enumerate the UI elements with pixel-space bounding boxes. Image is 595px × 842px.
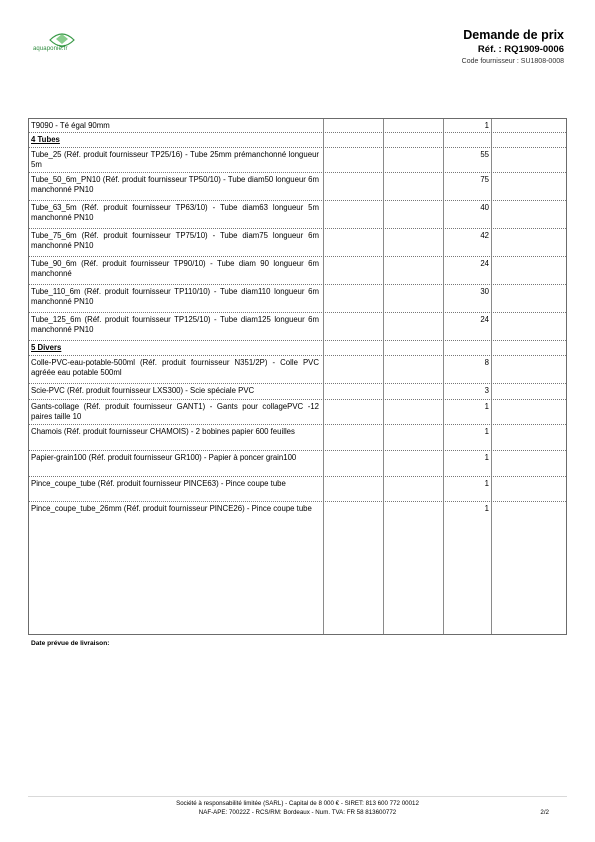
item-description: Colle-PVC-eau-potable-500ml (Réf. produit fournisseur N351/2P) - Colle PVC agréée eau potable 500ml <box>31 358 319 378</box>
item-quantity: 8 <box>484 358 489 367</box>
item-quantity: 1 <box>484 427 489 436</box>
section-label: 5 Divers <box>31 343 62 352</box>
item-quantity: 75 <box>480 175 489 184</box>
item-quantity: 24 <box>480 315 489 324</box>
table-row <box>29 257 566 285</box>
item-description: Pince_coupe_tube_26mm (Réf. produit fournisseur PINCE26) - Pince coupe tube <box>31 504 312 513</box>
table-row <box>29 384 566 400</box>
section-label: 4 Tubes <box>31 135 60 144</box>
table-row <box>29 148 566 173</box>
item-description: Tube_90_6m (Réf. produit fournisseur TP90/10) - Tube diam 90 longueur 6m manchonné <box>31 259 319 279</box>
table-row <box>29 356 566 384</box>
logo-text: aquaponie.fr <box>33 46 68 52</box>
table-row <box>29 119 566 133</box>
item-quantity: 42 <box>480 231 489 240</box>
table-row <box>29 400 566 425</box>
footer-divider <box>28 796 567 797</box>
item-quantity: 24 <box>480 259 489 268</box>
item-quantity: 1 <box>484 479 489 488</box>
item-quantity: 1 <box>484 453 489 462</box>
item-quantity: 3 <box>484 386 489 395</box>
item-quantity: 30 <box>480 287 489 296</box>
document-title: Demande de prix <box>463 28 564 42</box>
table-row <box>29 201 566 229</box>
table-row <box>29 425 566 451</box>
item-description: Tube_50_6m_PN10 (Réf. produit fournisseur TP50/10) - Tube diam50 longueur 6m manchonné PN10 <box>31 175 319 195</box>
section-row <box>29 341 566 356</box>
item-description: Scie-PVC (Réf. produit fournisseur LXS300) - Scie spéciale PVC <box>31 386 255 395</box>
item-quantity: 1 <box>484 121 489 130</box>
table-row <box>29 229 566 257</box>
delivery-date-label: Date prévue de livraison: <box>31 640 110 647</box>
supplier-code: Code fournisseur : SU1808-0008 <box>461 58 564 65</box>
items-table <box>28 118 567 635</box>
item-description: Tube_110_6m (Réf. produit fournisseur TP110/10) - Tube diam110 longueur 6m manchonné PN10 <box>31 287 319 307</box>
item-description: Chamois (Réf. produit fournisseur CHAMOIS) - 2 bobines papier 600 feuilles <box>31 427 295 436</box>
item-description: Gants-collage (Réf. produit fournisseur GANT1) - Gants pour collagePVC -12 paires taille 10 <box>31 402 319 422</box>
table-row <box>29 285 566 313</box>
item-quantity: 1 <box>484 402 489 411</box>
item-description: Pince_coupe_tube (Réf. produit fournisseur PINCE63) - Pince coupe tube <box>31 479 286 488</box>
table-row <box>29 173 566 201</box>
item-quantity: 55 <box>480 150 489 159</box>
table-row <box>29 313 566 341</box>
item-description: Papier-grain100 (Réf. produit fournisseur GR100) - Papier à poncer grain100 <box>31 453 297 462</box>
item-description: T9090 - Té égal 90mm <box>31 121 110 130</box>
document-reference: Réf. : RQ1909-0006 <box>477 44 564 55</box>
page-number: 2/2 <box>540 809 549 816</box>
item-description: Tube_25 (Réf. produit fournisseur TP25/16) - Tube 25mm prémanchonné longueur 5m <box>31 150 319 170</box>
table-row <box>29 451 566 477</box>
company-logo <box>28 30 96 56</box>
table-row <box>29 477 566 502</box>
item-description: Tube_63_5m (Réf. produit fournisseur TP63/10) - Tube diam63 longueur 5m manchonné PN10 <box>31 203 319 223</box>
section-row <box>29 133 566 148</box>
item-description: Tube_125_6m (Réf. produit fournisseur TP125/10) - Tube diam125 longueur 6m manchonné PN10 <box>31 315 319 335</box>
footer-legal-line-2: NAF-APE: 70022Z - RCS/RM: Bordeaux - Num. TVA: FR 58 813600772 <box>198 809 397 816</box>
item-quantity: 1 <box>484 504 489 513</box>
footer-legal-line-1: Société à responsabilité limitée (SARL) - Capital de 8 000 € - SIRET: 813 600 772 00012 <box>176 800 419 807</box>
item-quantity: 40 <box>480 203 489 212</box>
item-description: Tube_75_6m (Réf. produit fournisseur TP75/10) - Tube diam75 longueur 6m manchonné PN10 <box>31 231 319 251</box>
